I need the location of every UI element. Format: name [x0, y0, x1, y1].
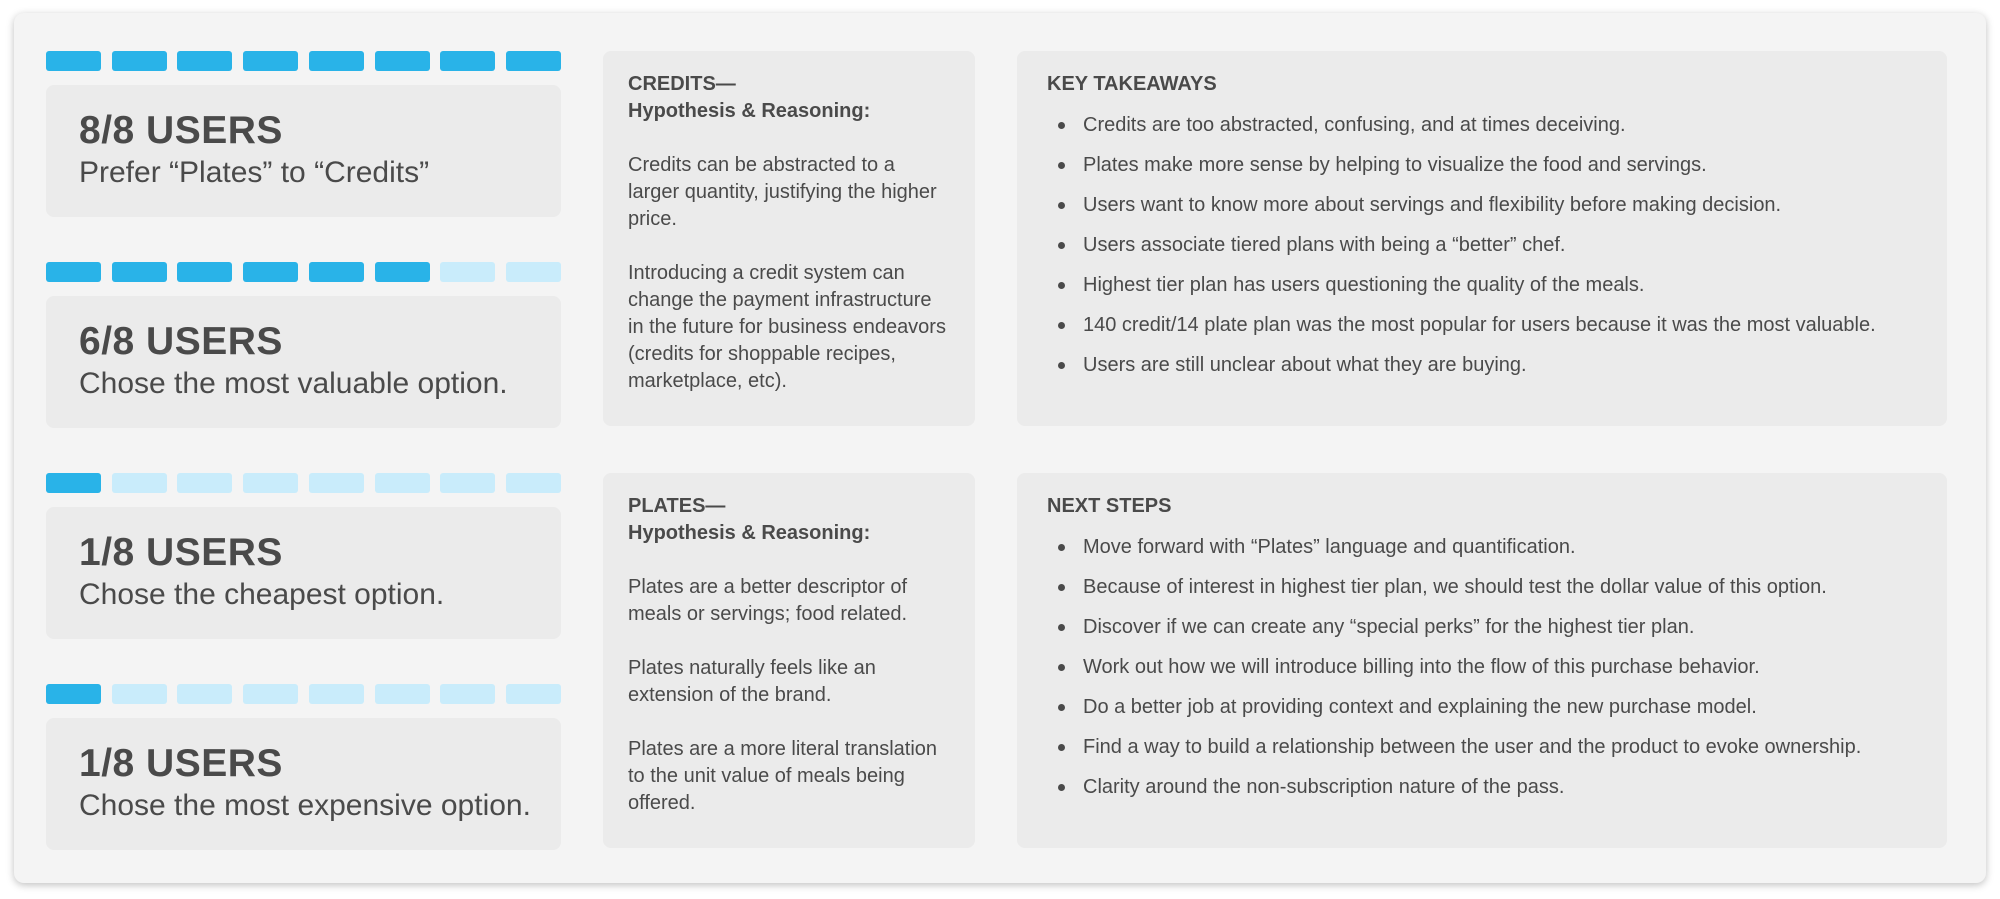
next-steps-title: NEXT STEPS: [1047, 495, 1172, 517]
plates-paragraph: Plates are a better descriptor of meals or servings; food related.: [628, 576, 908, 625]
bar-segment-empty: [440, 262, 495, 282]
stat-box: [46, 507, 561, 639]
bar-segment-empty: [177, 684, 232, 704]
bar-segment-filled: [112, 262, 167, 282]
bar-segment-empty: [243, 473, 298, 493]
credits-hypothesis-panel: [603, 51, 975, 426]
stat-block-plates-preference: [46, 51, 561, 217]
bar-segment-filled: [375, 262, 430, 282]
stat-count: 1/8 USERS: [79, 742, 283, 785]
bar-segment-empty: [309, 473, 364, 493]
plates-hypothesis-panel: [603, 473, 975, 848]
takeaway-item: Credits are too abstracted, confusing, and at times deceiving.: [1047, 112, 1947, 139]
bar-segment-filled: [309, 51, 364, 71]
bar-segment-filled: [243, 51, 298, 71]
stat-box: [46, 296, 561, 428]
bar-segment-empty: [112, 684, 167, 704]
user-ratio-bar: [46, 262, 561, 282]
bar-segment-filled: [440, 51, 495, 71]
next-steps-list: [1047, 534, 1947, 801]
bar-segment-filled: [46, 684, 101, 704]
bar-segment-empty: [243, 684, 298, 704]
bar-segment-filled: [309, 262, 364, 282]
stat-box: [46, 718, 561, 850]
stat-block-most-expensive: [46, 684, 561, 850]
user-ratio-bar: [46, 473, 561, 493]
takeaway-item: Plates make more sense by helping to visualize the food and servings.: [1047, 152, 1947, 179]
credits-paragraph: Introducing a credit system can change the payment infrastructure in the future for business endeavors (credits for shoppable recipes, marketplace, etc).: [628, 262, 946, 392]
stat-count: 6/8 USERS: [79, 320, 283, 363]
stat-box: [46, 85, 561, 217]
credits-subtitle: Hypothesis & Reasoning:: [628, 100, 871, 122]
bar-segment-filled: [177, 262, 232, 282]
bar-segment-filled: [177, 51, 232, 71]
next-step-item: Find a way to build a relationship between the user and the product to evoke ownership.: [1047, 734, 1947, 761]
bar-segment-empty: [375, 684, 430, 704]
user-ratio-bar: [46, 51, 561, 71]
next-step-item: Clarity around the non-subscription nature of the pass.: [1047, 774, 1947, 801]
stat-count: 8/8 USERS: [79, 109, 283, 152]
bar-segment-empty: [440, 473, 495, 493]
bar-segment-filled: [46, 262, 101, 282]
bar-segment-filled: [46, 51, 101, 71]
key-takeaways-panel: [1017, 51, 1947, 426]
next-step-item: Move forward with “Plates” language and quantification.: [1047, 534, 1947, 561]
stat-description: Prefer “Plates” to “Credits”: [79, 156, 430, 189]
bar-segment-empty: [506, 473, 561, 493]
bar-segment-filled: [506, 51, 561, 71]
bar-segment-empty: [112, 473, 167, 493]
credits-title: CREDITS—: [628, 73, 736, 95]
plates-paragraph: Plates naturally feels like an extension of the brand.: [628, 657, 876, 706]
takeaway-item: Users want to know more about servings and flexibility before making decision.: [1047, 192, 1947, 219]
stat-block-cheapest: [46, 473, 561, 639]
bar-segment-empty: [440, 684, 495, 704]
bar-segment-empty: [177, 473, 232, 493]
bar-segment-empty: [506, 262, 561, 282]
next-step-item: Because of interest in highest tier plan, we should test the dollar value of this option.: [1047, 574, 1947, 601]
plates-title: PLATES—: [628, 495, 726, 517]
bar-segment-empty: [506, 684, 561, 704]
next-step-item: Discover if we can create any “special perks” for the highest tier plan.: [1047, 614, 1947, 641]
next-steps-panel: [1017, 473, 1947, 848]
bar-segment-filled: [243, 262, 298, 282]
bar-segment-empty: [375, 473, 430, 493]
bar-segment-filled: [112, 51, 167, 71]
takeaway-item: Users associate tiered plans with being a “better” chef.: [1047, 232, 1947, 259]
user-ratio-bar: [46, 684, 561, 704]
plates-paragraph: Plates are a more literal translation to the unit value of meals being offered.: [628, 738, 938, 814]
key-takeaways-title: KEY TAKEAWAYS: [1047, 73, 1217, 95]
key-takeaways-list: [1047, 112, 1947, 379]
bar-segment-filled: [46, 473, 101, 493]
stat-description: Chose the cheapest option.: [79, 578, 445, 611]
stat-block-most-valuable: [46, 262, 561, 428]
plates-subtitle: Hypothesis & Reasoning:: [628, 522, 871, 544]
credits-paragraph: Credits can be abstracted to a larger quantity, justifying the higher price.: [628, 154, 937, 230]
takeaway-item: Users are still unclear about what they are buying.: [1047, 352, 1947, 379]
bar-segment-empty: [309, 684, 364, 704]
next-step-item: Do a better job at providing context and explaining the new purchase model.: [1047, 694, 1947, 721]
takeaway-item: Highest tier plan has users questioning the quality of the meals.: [1047, 272, 1947, 299]
stat-count: 1/8 USERS: [79, 531, 283, 574]
takeaway-item: 140 credit/14 plate plan was the most popular for users because it was the most valuable.: [1047, 312, 1947, 339]
stat-description: Chose the most valuable option.: [79, 367, 508, 400]
stat-description: Chose the most expensive option.: [79, 789, 531, 822]
bar-segment-filled: [375, 51, 430, 71]
next-step-item: Work out how we will introduce billing into the flow of this purchase behavior.: [1047, 654, 1947, 681]
